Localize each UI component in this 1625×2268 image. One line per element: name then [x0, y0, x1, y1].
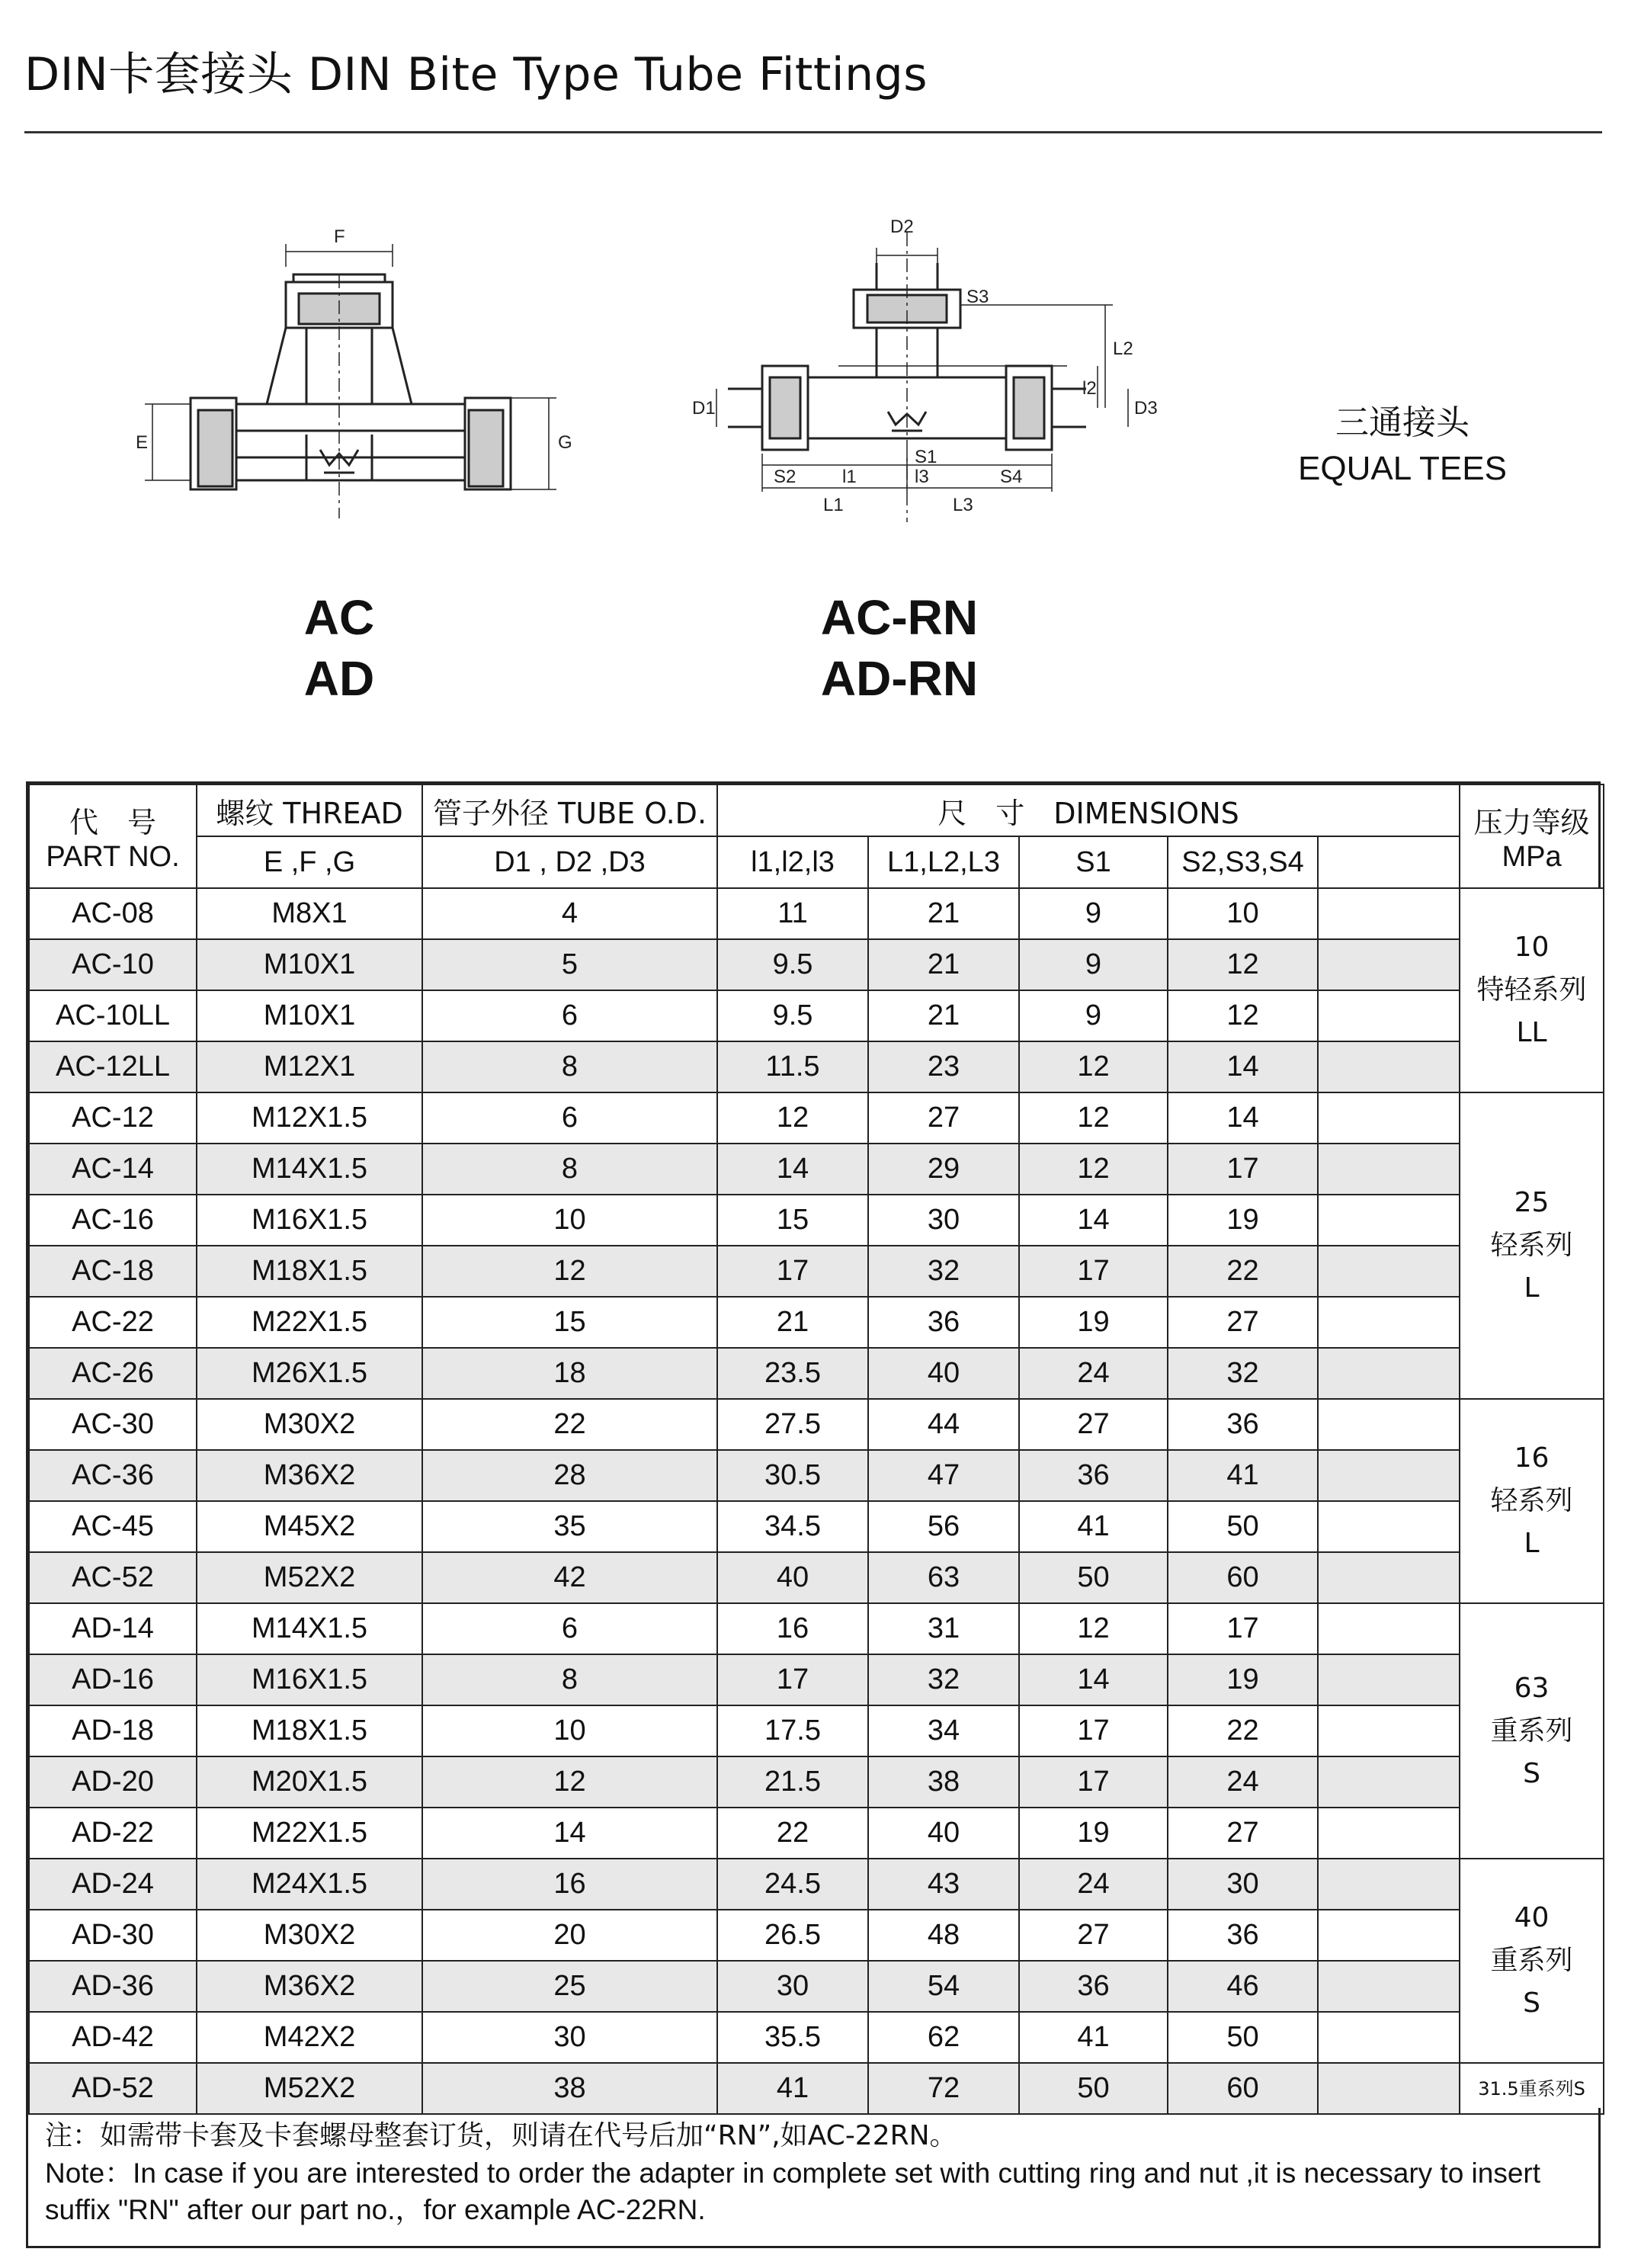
cell-thread: M26X1.5: [197, 1348, 422, 1399]
table-row: [29, 2012, 1604, 2063]
cell-s1: 27: [1019, 1399, 1168, 1450]
table-row: [29, 1041, 1604, 1092]
cell-thread: M12X1.5: [197, 1092, 422, 1144]
cell-tube-od: 35: [422, 1501, 717, 1552]
order-note-zh: 注：如需带卡套及卡套螺母整套订货，则请在代号后加“RN”,如AC-22RN。: [45, 2120, 957, 2151]
order-note: [26, 2108, 1601, 2248]
cell-blank: [1318, 888, 1460, 939]
cell-big-l: 21: [868, 939, 1019, 990]
table-row: [29, 1961, 1604, 2012]
cell-s1: 9: [1019, 990, 1168, 1041]
cell-s1: 24: [1019, 1348, 1168, 1399]
dim-label-s4: S4: [1000, 467, 1023, 487]
cell-part-no: AD-36: [29, 1961, 197, 2012]
cell-l: 22: [717, 1808, 868, 1859]
cell-thread: M18X1.5: [197, 1705, 422, 1756]
cell-l: 12: [717, 1092, 868, 1144]
tee-drawing-ac-rn: [686, 217, 1159, 537]
pressure-line: 10: [1514, 932, 1550, 963]
cell-blank: [1318, 1756, 1460, 1808]
dim-label-d3: D3: [1134, 398, 1158, 419]
table-row: [29, 1859, 1604, 1910]
header-tube-od-sub: D1 , D2 ,D3: [422, 836, 717, 888]
cell-blank: [1318, 1297, 1460, 1348]
table-row: [29, 990, 1604, 1041]
header-part-no-zh: 代 号: [69, 806, 156, 839]
pressure-line: 16: [1514, 1442, 1550, 1474]
cell-s1: 9: [1019, 888, 1168, 939]
spec-table: [26, 781, 1601, 2108]
cell-s234: 12: [1168, 939, 1318, 990]
cell-thread: M24X1.5: [197, 1859, 422, 1910]
cell-blank: [1318, 939, 1460, 990]
header-pressure: [1460, 784, 1604, 888]
table-row: [29, 1450, 1604, 1501]
cell-tube-od: 14: [422, 1808, 717, 1859]
cell-blank: [1318, 2063, 1460, 2114]
cell-part-no: AD-16: [29, 1654, 197, 1705]
cell-blank: [1318, 1092, 1460, 1144]
cell-s234: 36: [1168, 1399, 1318, 1450]
cell-s1: 17: [1019, 1246, 1168, 1297]
cell-s1: 12: [1019, 1603, 1168, 1654]
cell-s234: 30: [1168, 1859, 1318, 1910]
cell-thread: M20X1.5: [197, 1756, 422, 1808]
cell-l: 41: [717, 2063, 868, 2114]
cell-blank: [1318, 1705, 1460, 1756]
dim-label-s2: S2: [774, 467, 796, 487]
cell-l: 40: [717, 1552, 868, 1603]
cell-s234: 27: [1168, 1808, 1318, 1859]
cell-thread: M30X2: [197, 1399, 422, 1450]
order-note-en: Note：In case if you are interested to order the adapter in complete set with cutting ring and nut ,it is necessary to insert suffix "RN" after our part no.，for example AC-22RN.: [45, 2157, 1541, 2225]
cell-blank: [1318, 1961, 1460, 2012]
cell-blank: [1318, 990, 1460, 1041]
header-s234: S2,S3,S4: [1168, 836, 1318, 888]
cell-big-l: 62: [868, 2012, 1019, 2063]
cell-part-no: AD-42: [29, 2012, 197, 2063]
cell-part-no: AD-24: [29, 1859, 197, 1910]
dim-label-l2-upper: L2: [1113, 338, 1133, 359]
cell-big-l: 21: [868, 888, 1019, 939]
dim-label-s3: S3: [966, 287, 989, 307]
table-body: [29, 888, 1604, 2114]
cell-blank: [1318, 1552, 1460, 1603]
header-thread-sub: E ,F ,G: [197, 836, 422, 888]
pressure-line: 63: [1514, 1672, 1550, 1704]
header-thread-label: 螺纹 THREAD: [216, 796, 403, 830]
cell-part-no: AD-30: [29, 1910, 197, 1961]
cell-blank: [1318, 1144, 1460, 1195]
cell-big-l: 56: [868, 1501, 1019, 1552]
cell-part-no: AC-45: [29, 1501, 197, 1552]
cell-pressure-group: [1460, 1859, 1604, 2063]
cell-thread: M36X2: [197, 1961, 422, 2012]
pressure-line: 轻系列: [1490, 1230, 1573, 1261]
pressure-line: 特轻系列: [1476, 974, 1587, 1006]
cell-s234: 32: [1168, 1348, 1318, 1399]
pressure-line: 40: [1514, 1902, 1550, 1933]
cell-s234: 19: [1168, 1195, 1318, 1246]
dim-label-l1-lower: l1: [842, 467, 857, 487]
pressure-line: LL: [1516, 1017, 1547, 1048]
table-row: [29, 1808, 1604, 1859]
cell-blank: [1318, 1910, 1460, 1961]
cell-pressure-group: [1460, 1399, 1604, 1603]
cell-thread: M14X1.5: [197, 1603, 422, 1654]
pressure-line: 31.5重系列S: [1478, 2077, 1585, 2100]
header-s1: S1: [1019, 836, 1168, 888]
cell-tube-od: 10: [422, 1195, 717, 1246]
cell-big-l: 40: [868, 1808, 1019, 1859]
cell-l: 35.5: [717, 2012, 868, 2063]
cell-s234: 10: [1168, 888, 1318, 939]
cell-l: 9.5: [717, 939, 868, 990]
table-row: [29, 1144, 1604, 1195]
pressure-line: 25: [1514, 1187, 1550, 1218]
cell-pressure-group: [1460, 1603, 1604, 1859]
table-row: [29, 939, 1604, 990]
cell-s234: 36: [1168, 1910, 1318, 1961]
cell-tube-od: 12: [422, 1246, 717, 1297]
cell-s1: 12: [1019, 1041, 1168, 1092]
dim-label-l2-lower: l2: [1082, 378, 1097, 399]
cell-thread: M8X1: [197, 888, 422, 939]
cell-l: 34.5: [717, 1501, 868, 1552]
cell-l: 11: [717, 888, 868, 939]
header-dimensions-label: 尺 寸 DIMENSIONS: [938, 796, 1239, 830]
code-label-ad-rn: AD-RN: [820, 651, 979, 706]
cell-blank: [1318, 1041, 1460, 1092]
cell-part-no: AD-20: [29, 1756, 197, 1808]
cell-tube-od: 30: [422, 2012, 717, 2063]
header-part-no-en: PART NO.: [46, 841, 180, 873]
cell-s234: 27: [1168, 1297, 1318, 1348]
dim-label-l3-upper: L3: [953, 495, 973, 515]
cell-s1: 41: [1019, 2012, 1168, 2063]
cell-l: 21: [717, 1297, 868, 1348]
cell-big-l: 72: [868, 2063, 1019, 2114]
cell-s234: 60: [1168, 1552, 1318, 1603]
table-row: [29, 1654, 1604, 1705]
cell-thread: M42X2: [197, 2012, 422, 2063]
dim-label-d1: D1: [692, 398, 716, 419]
cell-blank: [1318, 2012, 1460, 2063]
cell-s1: 12: [1019, 1092, 1168, 1144]
cell-part-no: AD-52: [29, 2063, 197, 2114]
cell-s234: 17: [1168, 1144, 1318, 1195]
cell-s1: 9: [1019, 939, 1168, 990]
cell-tube-od: 8: [422, 1041, 717, 1092]
cell-s1: 50: [1019, 1552, 1168, 1603]
cell-s234: 46: [1168, 1961, 1318, 2012]
cell-s1: 41: [1019, 1501, 1168, 1552]
cell-part-no: AC-12LL: [29, 1041, 197, 1092]
header-blank: [1318, 836, 1460, 888]
cell-part-no: AC-12: [29, 1092, 197, 1144]
dim-label-s1: S1: [915, 447, 938, 467]
pressure-line: L: [1524, 1272, 1540, 1304]
cell-thread: M10X1: [197, 939, 422, 990]
cell-s234: 14: [1168, 1041, 1318, 1092]
dim-label-l1-upper: L1: [823, 495, 844, 515]
table-row: [29, 1246, 1604, 1297]
cell-part-no: AC-36: [29, 1450, 197, 1501]
cell-l: 17: [717, 1246, 868, 1297]
code-label-ac: AC: [303, 590, 375, 645]
cell-part-no: AC-14: [29, 1144, 197, 1195]
cell-thread: M52X2: [197, 1552, 422, 1603]
cell-part-no: AC-16: [29, 1195, 197, 1246]
cell-s234: 50: [1168, 2012, 1318, 2063]
cell-part-no: AC-10LL: [29, 990, 197, 1041]
cell-s234: 41: [1168, 1450, 1318, 1501]
cell-big-l: 29: [868, 1144, 1019, 1195]
cell-big-l: 48: [868, 1910, 1019, 1961]
cell-s1: 50: [1019, 2063, 1168, 2114]
table-row: [29, 1910, 1604, 1961]
cell-part-no: AD-18: [29, 1705, 197, 1756]
cell-l: 30: [717, 1961, 868, 2012]
dim-label-e: E: [136, 432, 149, 453]
cell-tube-od: 42: [422, 1552, 717, 1603]
fitting-type-en: EQUAL TEES: [1298, 450, 1507, 487]
cell-l: 30.5: [717, 1450, 868, 1501]
cell-pressure-group: [1460, 2063, 1604, 2114]
cell-l: 26.5: [717, 1910, 868, 1961]
cell-thread: M45X2: [197, 1501, 422, 1552]
header-thread: [197, 784, 422, 836]
cell-blank: [1318, 1246, 1460, 1297]
cell-s1: 19: [1019, 1808, 1168, 1859]
pressure-line: L: [1524, 1528, 1540, 1559]
cell-s1: 14: [1019, 1654, 1168, 1705]
cell-big-l: 38: [868, 1756, 1019, 1808]
cell-thread: M22X1.5: [197, 1808, 422, 1859]
cell-tube-od: 38: [422, 2063, 717, 2114]
code-label-ac-rn: AC-RN: [820, 590, 979, 645]
cell-blank: [1318, 1808, 1460, 1859]
table-row: [29, 1092, 1604, 1144]
cell-l: 9.5: [717, 990, 868, 1041]
header-tube-od-label: 管子外径 TUBE O.D.: [432, 796, 707, 830]
cell-big-l: 44: [868, 1399, 1019, 1450]
cell-blank: [1318, 1195, 1460, 1246]
tee-drawing-ac: [130, 229, 579, 534]
table-row: [29, 888, 1604, 939]
cell-blank: [1318, 1859, 1460, 1910]
cell-big-l: 34: [868, 1705, 1019, 1756]
cell-s1: 14: [1019, 1195, 1168, 1246]
cell-big-l: 32: [868, 1654, 1019, 1705]
header-tube-od: [422, 784, 717, 836]
cell-l: 17.5: [717, 1705, 868, 1756]
fitting-type: [1250, 400, 1555, 492]
table-row: [29, 2063, 1604, 2114]
pressure-line: 重系列: [1490, 1945, 1573, 1976]
table-row: [29, 1195, 1604, 1246]
cell-l: 17: [717, 1654, 868, 1705]
cell-s234: 14: [1168, 1092, 1318, 1144]
cell-thread: M12X1: [197, 1041, 422, 1092]
cell-s234: 17: [1168, 1603, 1318, 1654]
table-row: [29, 1552, 1604, 1603]
cell-s1: 19: [1019, 1297, 1168, 1348]
pressure-line: S: [1523, 1987, 1540, 2019]
cell-tube-od: 16: [422, 1859, 717, 1910]
title-divider: [24, 131, 1602, 133]
cell-big-l: 27: [868, 1092, 1019, 1144]
dim-label-g: G: [558, 432, 572, 453]
cell-thread: M52X2: [197, 2063, 422, 2114]
code-label-ad: AD: [303, 651, 375, 706]
cell-l: 15: [717, 1195, 868, 1246]
cell-l: 23.5: [717, 1348, 868, 1399]
cell-l: 11.5: [717, 1041, 868, 1092]
cell-tube-od: 5: [422, 939, 717, 990]
cell-l: 27.5: [717, 1399, 868, 1450]
table-row: [29, 1603, 1604, 1654]
cell-pressure-group: [1460, 1092, 1604, 1399]
dim-label-l3-lower: l3: [915, 467, 929, 487]
cell-l: 24.5: [717, 1859, 868, 1910]
cell-thread: M14X1.5: [197, 1144, 422, 1195]
cell-s1: 24: [1019, 1859, 1168, 1910]
cell-tube-od: 20: [422, 1910, 717, 1961]
cell-tube-od: 18: [422, 1348, 717, 1399]
header-dimensions: [717, 784, 1460, 836]
cell-thread: M18X1.5: [197, 1246, 422, 1297]
cell-big-l: 32: [868, 1246, 1019, 1297]
cell-big-l: 63: [868, 1552, 1019, 1603]
table-row: [29, 1399, 1604, 1450]
fitting-type-zh: 三通接头: [1335, 403, 1470, 442]
cell-s234: 22: [1168, 1705, 1318, 1756]
table-row: [29, 1297, 1604, 1348]
pressure-line: 重系列: [1490, 1715, 1573, 1747]
cell-part-no: AC-10: [29, 939, 197, 990]
cell-part-no: AC-18: [29, 1246, 197, 1297]
cell-s234: 19: [1168, 1654, 1318, 1705]
cell-tube-od: 12: [422, 1756, 717, 1808]
cell-thread: M16X1.5: [197, 1654, 422, 1705]
pressure-line: S: [1523, 1757, 1540, 1789]
cell-s234: 50: [1168, 1501, 1318, 1552]
cell-part-no: AC-22: [29, 1297, 197, 1348]
cell-big-l: 21: [868, 990, 1019, 1041]
cell-thread: M10X1: [197, 990, 422, 1041]
cell-s234: 24: [1168, 1756, 1318, 1808]
cell-s1: 36: [1019, 1961, 1168, 2012]
cell-blank: [1318, 1501, 1460, 1552]
cell-part-no: AC-26: [29, 1348, 197, 1399]
cell-tube-od: 10: [422, 1705, 717, 1756]
cell-tube-od: 22: [422, 1399, 717, 1450]
cell-s1: 27: [1019, 1910, 1168, 1961]
cell-big-l: 40: [868, 1348, 1019, 1399]
cell-s1: 12: [1019, 1144, 1168, 1195]
header-pressure-zh: 压力等级: [1473, 806, 1590, 839]
header-big-l: L1,L2,L3: [868, 836, 1019, 888]
cell-tube-od: 6: [422, 990, 717, 1041]
cell-tube-od: 6: [422, 1092, 717, 1144]
cell-s234: 22: [1168, 1246, 1318, 1297]
table-row: [29, 1756, 1604, 1808]
cell-big-l: 31: [868, 1603, 1019, 1654]
cell-pressure-group: [1460, 888, 1604, 1092]
table-row: [29, 1501, 1604, 1552]
cell-tube-od: 15: [422, 1297, 717, 1348]
cell-big-l: 47: [868, 1450, 1019, 1501]
header-part-no: [29, 784, 197, 888]
table-row: [29, 1348, 1604, 1399]
cell-big-l: 43: [868, 1859, 1019, 1910]
dim-label-f: F: [334, 229, 345, 247]
cell-part-no: AD-14: [29, 1603, 197, 1654]
table-row: [29, 1705, 1604, 1756]
cell-part-no: AC-52: [29, 1552, 197, 1603]
cell-tube-od: 4: [422, 888, 717, 939]
cell-blank: [1318, 1654, 1460, 1705]
cell-l: 14: [717, 1144, 868, 1195]
cell-big-l: 54: [868, 1961, 1019, 2012]
cell-tube-od: 8: [422, 1654, 717, 1705]
cell-s1: 36: [1019, 1450, 1168, 1501]
cell-tube-od: 8: [422, 1144, 717, 1195]
cell-blank: [1318, 1348, 1460, 1399]
cell-big-l: 36: [868, 1297, 1019, 1348]
cell-blank: [1318, 1399, 1460, 1450]
cell-thread: M30X2: [197, 1910, 422, 1961]
cell-big-l: 30: [868, 1195, 1019, 1246]
cell-part-no: AC-08: [29, 888, 197, 939]
cell-l: 16: [717, 1603, 868, 1654]
cell-s234: 60: [1168, 2063, 1318, 2114]
cell-part-no: AD-22: [29, 1808, 197, 1859]
cell-part-no: AC-30: [29, 1399, 197, 1450]
header-l: l1,l2,l3: [717, 836, 868, 888]
cell-thread: M36X2: [197, 1450, 422, 1501]
cell-blank: [1318, 1450, 1460, 1501]
cell-s1: 17: [1019, 1705, 1168, 1756]
header-pressure-en: MPa: [1502, 841, 1562, 873]
cell-thread: M22X1.5: [197, 1297, 422, 1348]
cell-thread: M16X1.5: [197, 1195, 422, 1246]
cell-blank: [1318, 1603, 1460, 1654]
cell-tube-od: 28: [422, 1450, 717, 1501]
cell-tube-od: 25: [422, 1961, 717, 2012]
pressure-line: 轻系列: [1490, 1485, 1573, 1516]
cell-l: 21.5: [717, 1756, 868, 1808]
page-title: DIN卡套接头 DIN Bite Type Tube Fittings: [24, 48, 928, 101]
cell-s234: 12: [1168, 990, 1318, 1041]
dim-label-d2: D2: [890, 217, 914, 237]
cell-big-l: 23: [868, 1041, 1019, 1092]
cell-s1: 17: [1019, 1756, 1168, 1808]
cell-tube-od: 6: [422, 1603, 717, 1654]
